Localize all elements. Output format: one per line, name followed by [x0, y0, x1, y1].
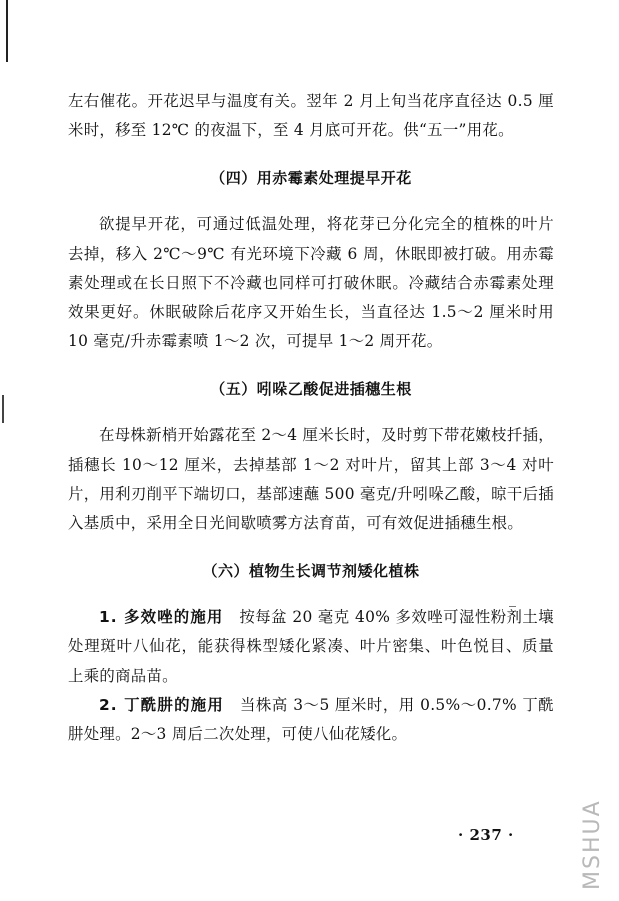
item-title-daminozide: 2. 丁酰肼的施用 — [99, 695, 224, 714]
watermark: MSHUA — [580, 799, 605, 890]
paragraph-cutting-rooting: 在母株新梢开始露花至 2～4 厘米长时，及时剪下带花嫩枝扦插，插穗长 10～12 厘米，去掉基部 1～2 对叶片，留其上部 3～4 对叶片，用利刃削平下端切口，基部速蘸 500 毫克/升吲哚乙酸，晾干后插入基质中，采用全日光间歇喷雾方法育苗，可有效促进插穗生根。 — [68, 426, 554, 533]
section-heading-6: （六）植物生长调节剂矮化植株 — [202, 562, 420, 581]
scan-edge-mark — [2, 395, 4, 423]
paragraph-continued: 左右催花。开花迟早与温度有关。翌年 2 月上旬当花序直径达 0.5 厘米时，移至 12℃ 的夜温下，至 4 月底可开花。供“五一”用花。 — [68, 92, 554, 140]
paragraph-paclobutrazol — [68, 603, 554, 691]
item-body-daminozide: 当株高 3～5 厘米时，用 0.5%～0.7% 丁酰肼处理。2～3 周后二次处理，可使八仙花矮化。 — [68, 695, 555, 744]
section-heading-4: （四）用赤霉素处理提早开花 — [210, 169, 412, 188]
scan-edge-line — [6, 0, 8, 62]
section-heading-5: （五）吲哚乙酸促进插穗生根 — [210, 380, 412, 399]
item-title-paclobutrazol: 1. 多效唑的施用 — [99, 608, 224, 627]
paragraph-gibberellin: 欲提早开花，可通过低温处理，将花芽已分化完全的植株的叶片去掉，移入 2℃～9℃ 有光环境下冷藏 6 周，休眠即被打破。用赤霉素处理或在长日照下不冷藏也同样可打破休眠。冷藏结合赤霉素处理效果更好。休眠破除后花序又开始生长，当直径达 1.5～2 厘米时用 10 毫克/升赤霉素喷 1～2 次，可提早 1～2 周开花。 — [68, 215, 554, 351]
page-body — [68, 87, 554, 749]
stray-mark — [509, 606, 516, 607]
item-body-paclobutrazol: 按每盆 20 毫克 40% 多效唑可湿性粉剂土壤处理斑叶八仙花，能获得株型矮化紧凑、叶片密集、叶色悦目、质量上乘的商品苗。 — [68, 608, 554, 685]
paragraph-daminozide — [68, 691, 554, 749]
page-number: · 237 · — [458, 826, 514, 844]
